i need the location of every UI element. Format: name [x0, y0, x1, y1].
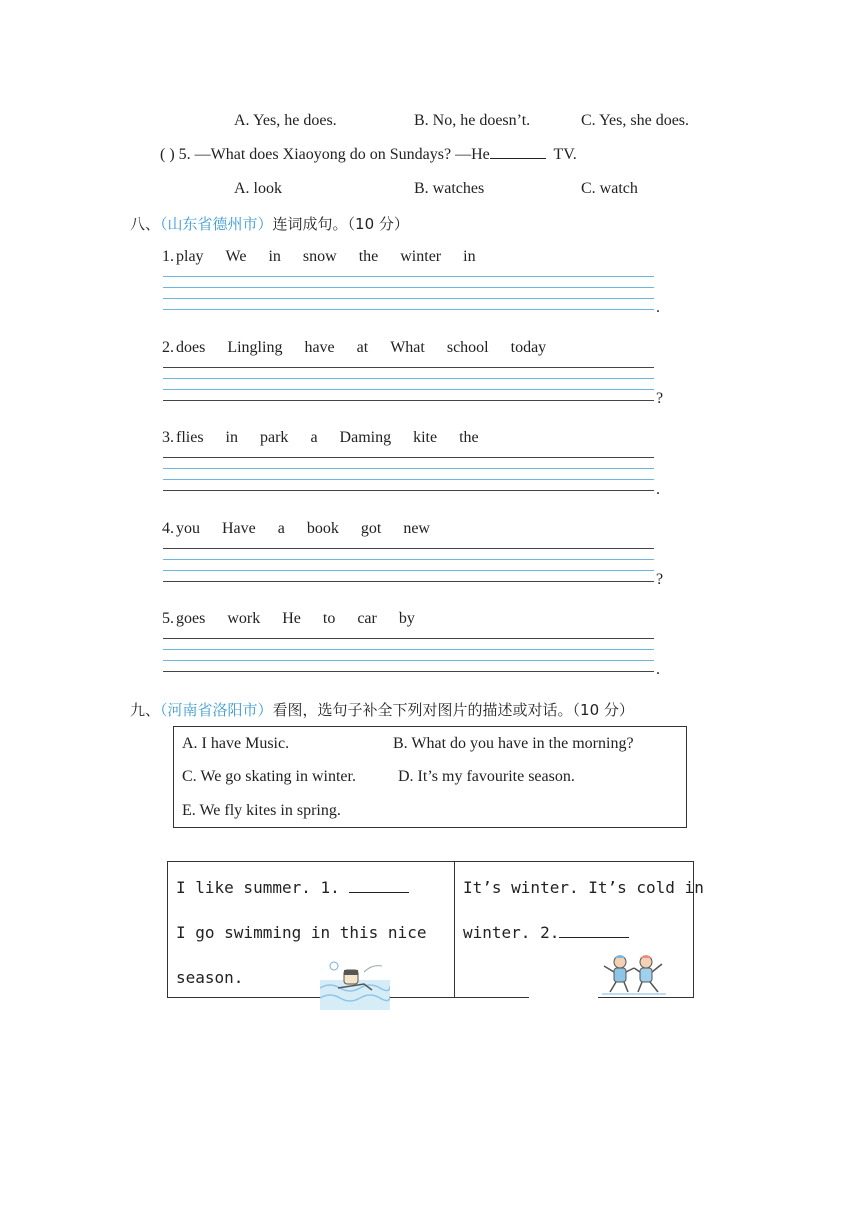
word: work	[227, 610, 261, 627]
word: We	[225, 248, 247, 265]
s8-item-3-words	[162, 429, 501, 447]
word: new	[403, 520, 430, 537]
word: flies	[176, 429, 204, 446]
s8-item-1-writing-lines[interactable]	[163, 276, 654, 312]
s8-item-5-writing-lines[interactable]	[163, 638, 654, 674]
q4-option-c: C. Yes, she does.	[581, 112, 690, 129]
word: got	[360, 520, 382, 537]
q5-option-a: A. look	[234, 180, 282, 197]
q5-question	[160, 146, 577, 164]
s8-item-4-end-mark: ?	[656, 571, 664, 588]
word: you	[176, 520, 200, 537]
s8-item-5-end-mark: .	[656, 661, 660, 678]
s8-item-4-writing-lines[interactable]	[163, 548, 654, 584]
section9-picture-table	[167, 861, 704, 998]
s8-item-1-words	[162, 248, 498, 266]
q5-option-b: B. watches	[414, 180, 485, 197]
cell1-line1	[176, 878, 409, 897]
cell2-line1: It’s winter. It’s cold in	[463, 878, 704, 897]
word: to	[322, 610, 336, 627]
q4-option-a: A. Yes, he does.	[234, 112, 337, 129]
word: kite	[413, 429, 438, 446]
word: by	[398, 610, 415, 627]
word: does	[176, 339, 206, 356]
s8-item-2-words	[162, 339, 568, 357]
word: school	[446, 339, 489, 356]
q5-suffix: TV.	[553, 146, 577, 163]
s8-item-3-end-mark: .	[656, 481, 660, 498]
swimming-picture-icon	[320, 958, 390, 1010]
s8-item-2-writing-lines[interactable]	[163, 367, 654, 403]
s8-item-5-words	[162, 610, 437, 628]
section8-heading	[130, 213, 409, 234]
s9-option-c: C. We go skating in winter.	[182, 768, 356, 785]
word: at	[356, 339, 369, 356]
q5-option-c: C. watch	[581, 180, 638, 197]
section8-number: 八、	[130, 215, 161, 233]
word: He	[282, 610, 301, 627]
word: Have	[222, 520, 256, 537]
cell2-line2-text: winter. 2.	[463, 923, 560, 942]
section8-source: （山东省德州市）	[160, 215, 273, 233]
section9-number: 九、	[130, 701, 161, 719]
word: snow	[302, 248, 337, 265]
word: the	[459, 429, 479, 446]
s8-item-5-number: 5.	[162, 610, 174, 627]
word: the	[358, 248, 379, 265]
word: in	[268, 248, 281, 265]
word: in	[463, 248, 476, 265]
s8-item-4-words	[162, 520, 452, 538]
word: book	[306, 520, 339, 537]
word: Lingling	[227, 339, 283, 356]
word: in	[225, 429, 238, 446]
word: a	[277, 520, 285, 537]
s9-option-b: B. What do you have in the morning?	[393, 735, 634, 752]
word: play	[176, 248, 204, 265]
cell2-answer-blank[interactable]	[559, 936, 629, 938]
word: a	[310, 429, 318, 446]
word: have	[304, 339, 335, 356]
section9-options-box	[173, 726, 687, 828]
s9-option-d: D. It’s my favourite season.	[398, 768, 575, 785]
word: Daming	[339, 429, 392, 446]
s8-item-4-number: 4.	[162, 520, 174, 537]
cell1-line2: I go swimming in this nice	[176, 923, 427, 942]
s8-item-1-end-mark: .	[656, 299, 660, 316]
s8-item-1-number: 1.	[162, 248, 174, 265]
word: goes	[176, 610, 206, 627]
s9-option-e: E. We fly kites in spring.	[182, 802, 341, 819]
word: today	[510, 339, 547, 356]
q5-prefix: 5. —What does Xiaoyong do on Sundays? —He	[178, 146, 490, 163]
skating-picture-icon	[598, 950, 670, 998]
section9-instruction: 看图，选句子补全下列对图片的描述或对话。（10 分）	[272, 701, 634, 719]
s8-item-2-end-mark: ?	[656, 390, 664, 407]
q5-bracket: ( )	[160, 146, 175, 163]
section9-source: （河南省洛阳市）	[160, 701, 273, 719]
s8-item-3-number: 3.	[162, 429, 174, 446]
cell2-line2	[463, 923, 629, 942]
s8-item-3-writing-lines[interactable]	[163, 457, 654, 493]
word: What	[390, 339, 425, 356]
word: car	[357, 610, 377, 627]
q5-blank[interactable]	[490, 157, 546, 159]
cell1-line1-text: I like summer. 1.	[176, 878, 340, 897]
s9-option-a: A. I have Music.	[182, 735, 290, 752]
section9-heading	[130, 699, 634, 720]
word: winter	[400, 248, 442, 265]
q4-option-b: B. No, he doesn’t.	[414, 112, 531, 129]
section8-instruction: 连词成句。（10 分）	[272, 215, 409, 233]
cell1-line3: season.	[176, 968, 244, 987]
s8-item-2-number: 2.	[162, 339, 174, 356]
word: park	[260, 429, 289, 446]
cell1-answer-blank[interactable]	[349, 891, 409, 893]
